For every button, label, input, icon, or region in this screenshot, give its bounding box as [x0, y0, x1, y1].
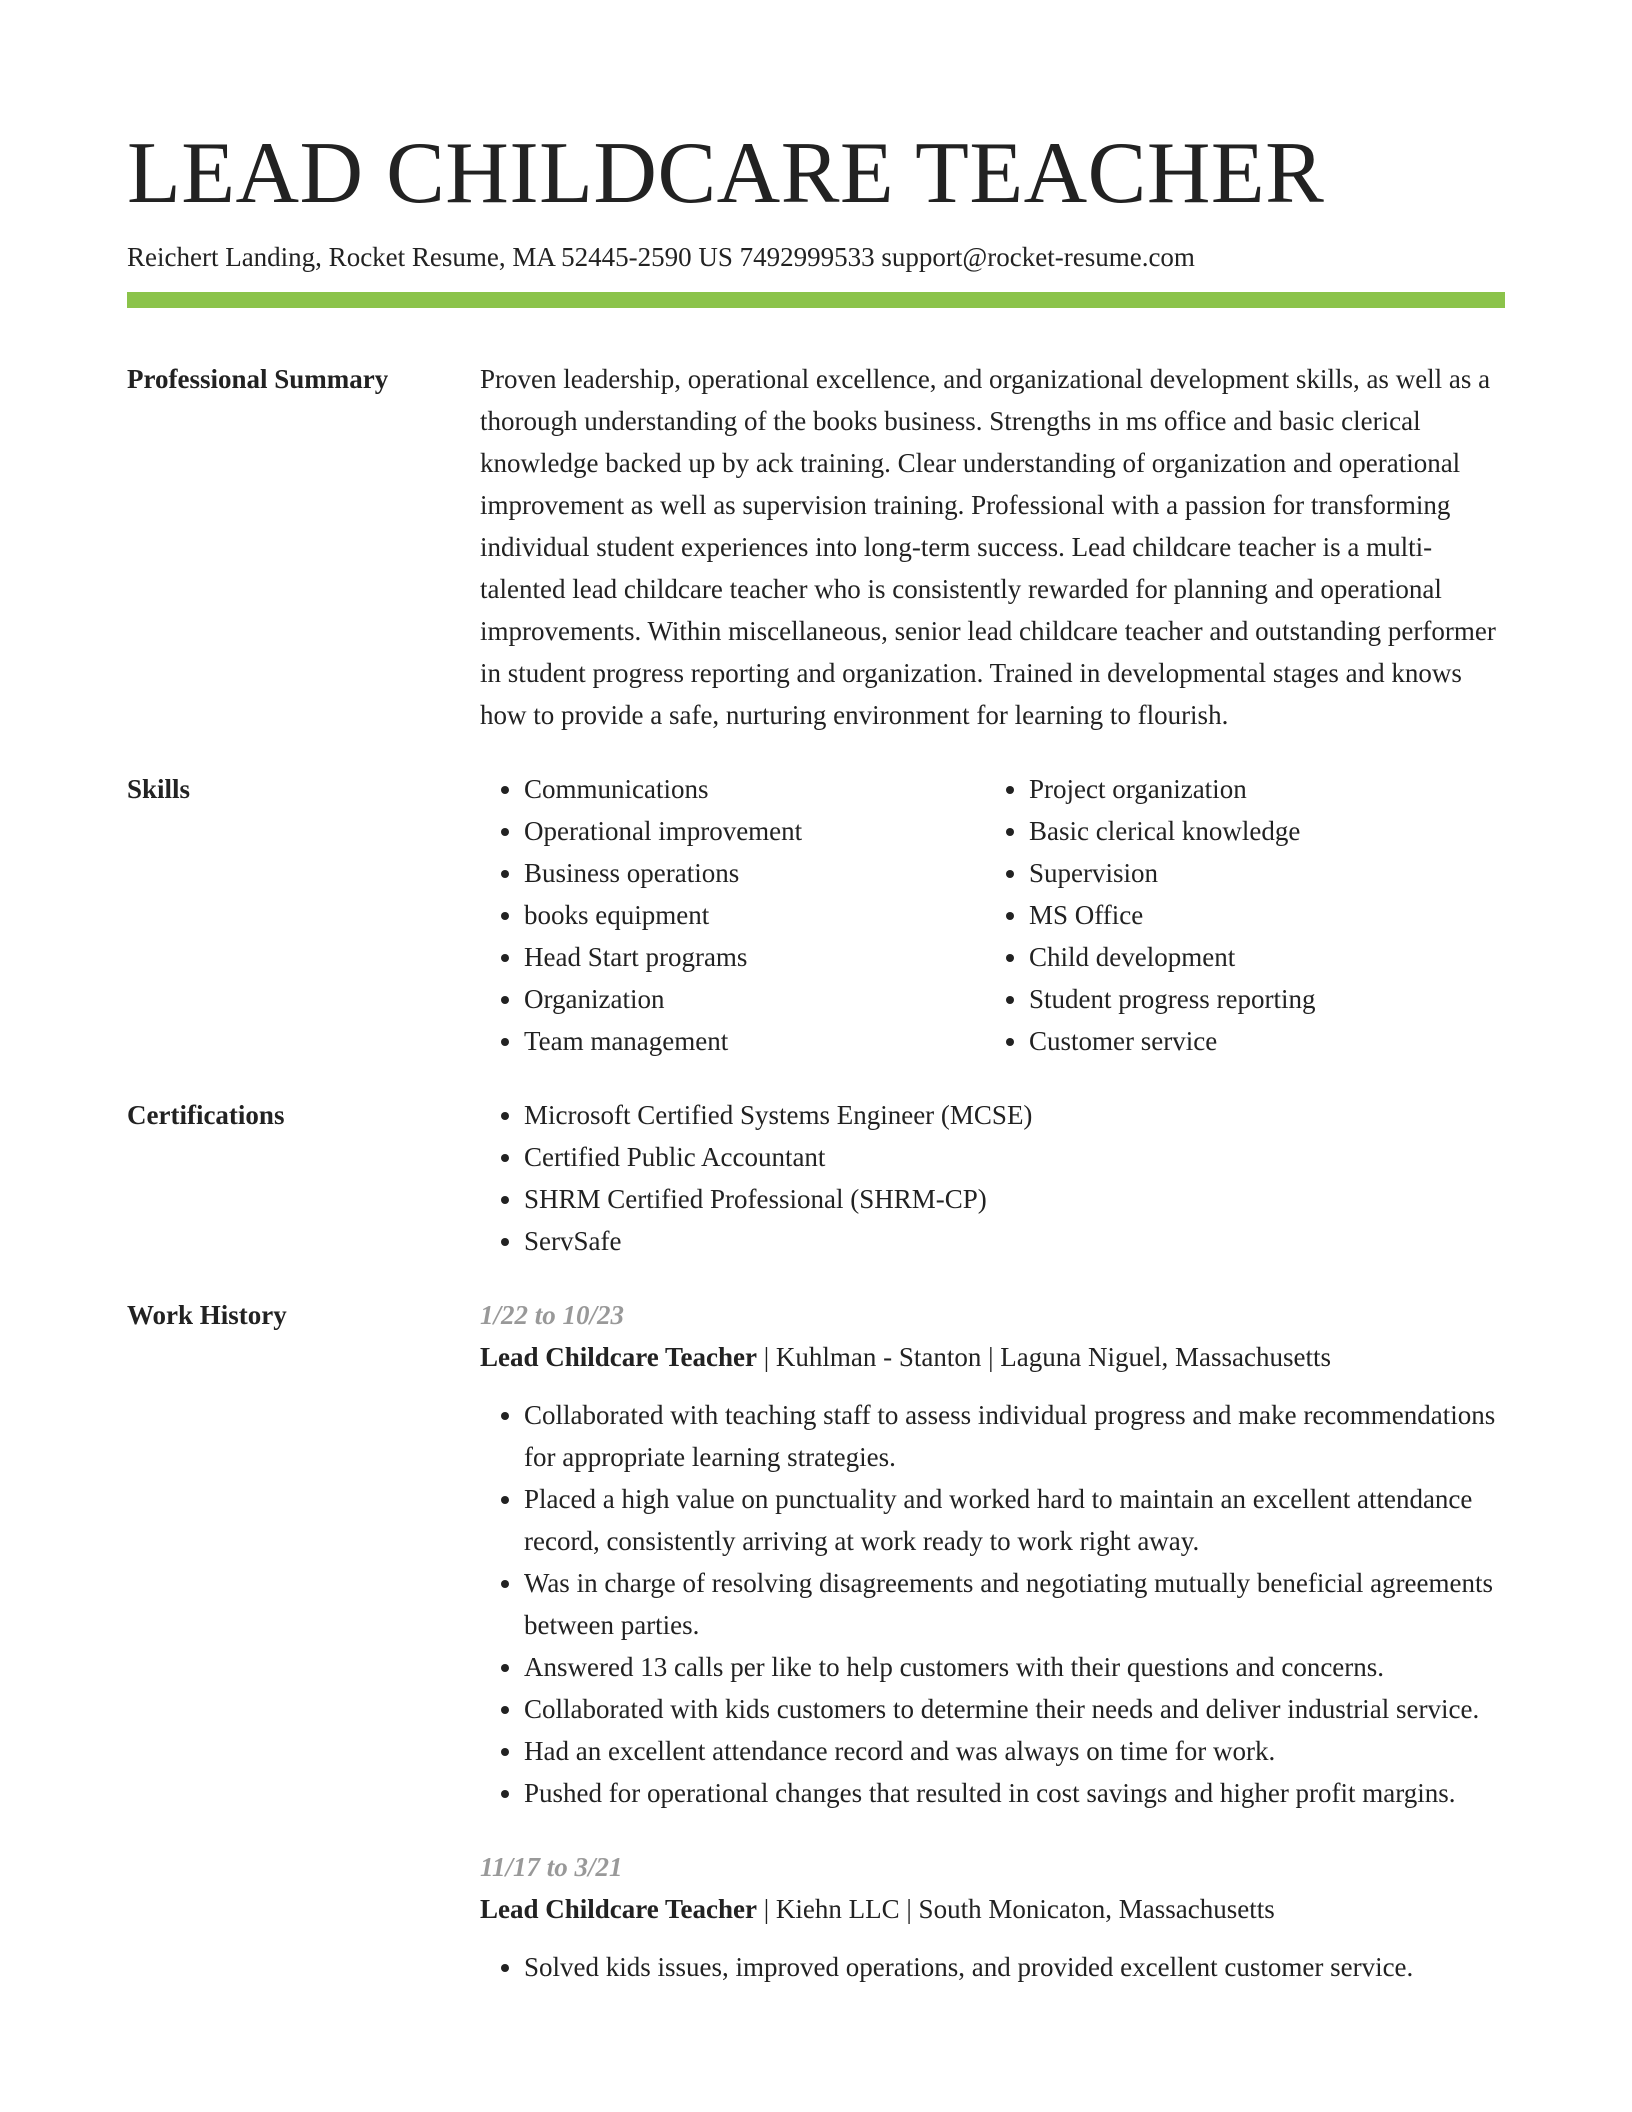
skill-item: • MS Office [1029, 894, 1490, 936]
skill-item: • Organization [524, 978, 985, 1020]
job-employer-location: | Kuhlman - Stanton | Laguna Niguel, Massachusetts [757, 1342, 1331, 1372]
job-bullet: • Was in charge of resolving disagreements and negotiating mutually beneficial agreements between parties. [524, 1562, 1505, 1646]
skill-item: • Student progress reporting [1029, 978, 1490, 1020]
job-title: Lead Childcare Teacher [480, 1342, 758, 1372]
work-history-section [127, 1294, 1505, 1988]
accent-divider [127, 292, 1505, 308]
certifications-section [127, 1094, 1505, 1262]
job-heading [480, 1336, 1505, 1378]
skills-list-right [985, 768, 1490, 1062]
job-dates: 1/22 to 10/23 [480, 1300, 625, 1330]
summary-label: Professional Summary [127, 364, 389, 394]
job-title: Lead Childcare Teacher [480, 1894, 758, 1924]
skill-item: • Project organization [1029, 768, 1490, 810]
skill-item: • Team management [524, 1020, 985, 1062]
job-heading [480, 1888, 1505, 1930]
job-bullet-list [480, 1946, 1505, 1988]
skill-item: • Communications [524, 768, 985, 810]
summary-text: Proven leadership, operational excellence, and organizational development skills, as well as a thorough understanding of the books business. Strengths in ms office and basic clerical knowledge backed up by ack training. Clear understanding of organization and operational improvement as well as supervision training. Professional with a passion for transforming individual student experiences into long-term success. Lead childcare teacher is a multi-talented lead childcare teacher who is consistently rewarded for planning and operational improvements. Within miscellaneous, senior lead childcare teacher and outstanding performer in student progress reporting and organization. Trained in developmental stages and knows how to provide a safe, nurturing environment for learning to flourish. [480, 364, 1496, 730]
certifications-list [480, 1094, 1505, 1262]
skills-list-left [480, 768, 985, 1062]
job-entry [480, 1846, 1505, 1988]
resume-name-heading: LEAD CHILDCARE TEACHER [127, 125, 1325, 222]
skill-item: • Basic clerical knowledge [1029, 810, 1490, 852]
skill-item: • Operational improvement [524, 810, 985, 852]
job-entry [480, 1294, 1505, 1814]
job-bullet: • Had an excellent attendance record and was always on time for work. [524, 1730, 1505, 1772]
job-bullet: • Placed a high value on punctuality and worked hard to maintain an excellent attendance record, consistently arriving at work ready to work right away. [524, 1478, 1505, 1562]
contact-info: Reichert Landing, Rocket Resume, MA 52445-2590 US 7492999533 support@rocket-resume.com [127, 242, 1195, 272]
certifications-label: Certifications [127, 1100, 285, 1130]
certification-item: • ServSafe [524, 1220, 1505, 1262]
skill-item: • Supervision [1029, 852, 1490, 894]
skill-item: • books equipment [524, 894, 985, 936]
job-employer-location: | Kiehn LLC | South Monicaton, Massachusetts [757, 1894, 1275, 1924]
job-bullet-list [480, 1394, 1505, 1814]
skill-item: • Business operations [524, 852, 985, 894]
job-bullet: • Collaborated with kids customers to determine their needs and deliver industrial service. [524, 1688, 1505, 1730]
certification-item: • SHRM Certified Professional (SHRM-CP) [524, 1178, 1505, 1220]
job-dates: 11/17 to 3/21 [480, 1852, 623, 1882]
job-bullet: • Solved kids issues, improved operations, and provided excellent customer service. [524, 1946, 1505, 1988]
certification-item: • Certified Public Accountant [524, 1136, 1505, 1178]
skills-section [127, 768, 1505, 1062]
summary-section [127, 358, 1505, 736]
skill-item: • Customer service [1029, 1020, 1490, 1062]
certification-item: • Microsoft Certified Systems Engineer (MCSE) [524, 1094, 1505, 1136]
skill-item: • Head Start programs [524, 936, 985, 978]
job-bullet: • Answered 13 calls per like to help customers with their questions and concerns. [524, 1646, 1505, 1688]
work-history-label: Work History [127, 1300, 287, 1330]
skill-item: • Child development [1029, 936, 1490, 978]
skills-label: Skills [127, 774, 191, 804]
job-bullet: • Collaborated with teaching staff to assess individual progress and make recommendations for appropriate learning strategies. [524, 1394, 1505, 1478]
job-bullet: • Pushed for operational changes that resulted in cost savings and higher profit margins. [524, 1772, 1505, 1814]
